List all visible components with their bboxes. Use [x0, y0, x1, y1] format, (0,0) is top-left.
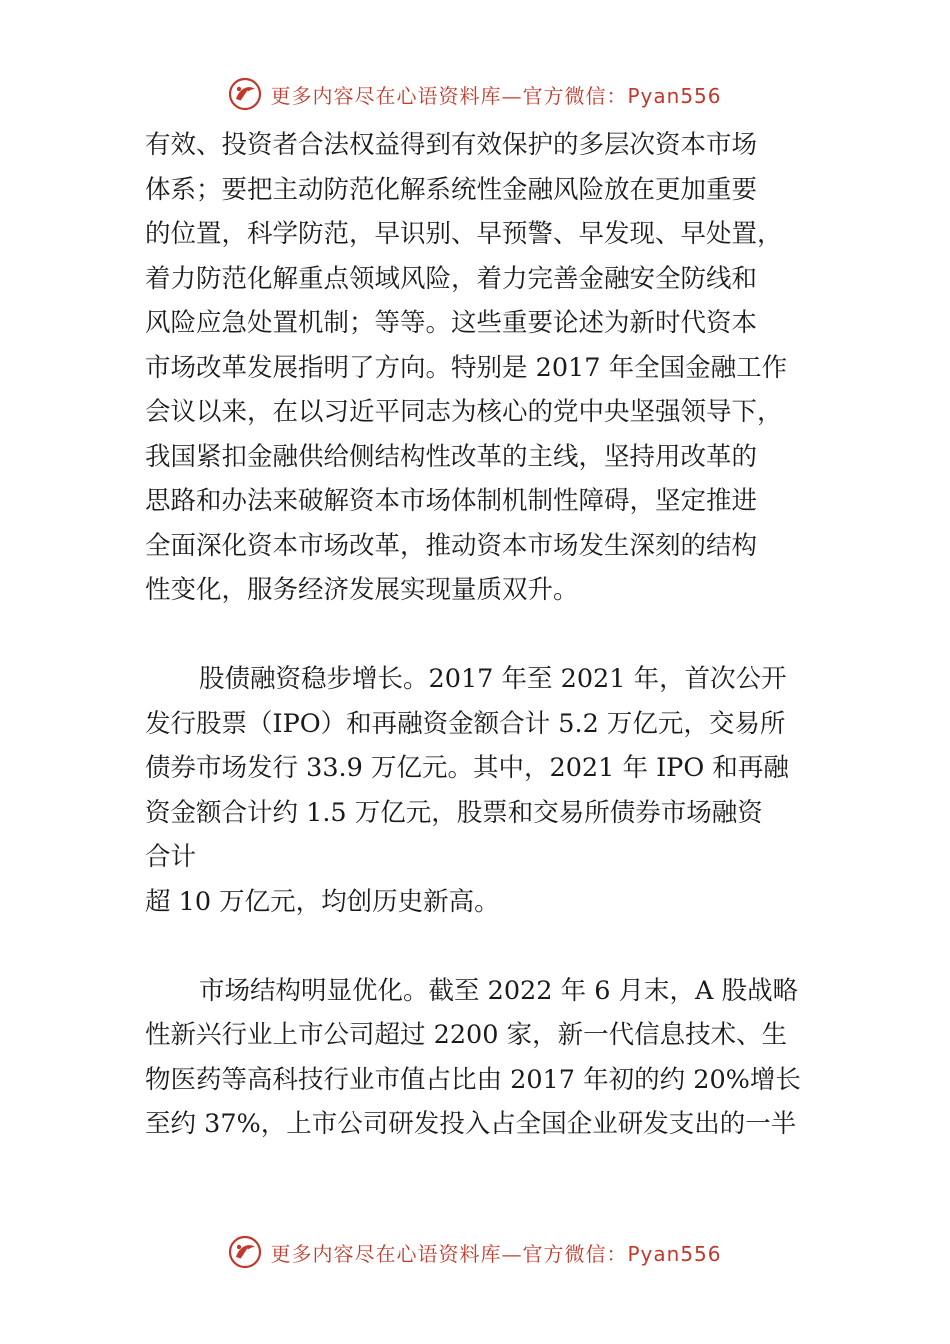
- text-line: 会议以来，在以习近平同志为核心的党中央坚强领导下，: [145, 397, 783, 427]
- text-line: 至约 37%，上市公司研发投入占全国企业研发支出的一半: [145, 1109, 797, 1139]
- text-line: 的位置，科学防范，早识别、早预警、早发现、早处置，: [145, 219, 783, 249]
- paragraph-1: [145, 123, 825, 613]
- watermark-text: [270, 80, 721, 109]
- text-line: 风险应急处置机制；等等。这些重要论述为新时代资本: [145, 308, 758, 338]
- watermark-wechat-label: 官方微信：: [522, 83, 628, 108]
- text-line: 债券市场发行 33.9 万亿元。其中，2021 年 IPO 和再融: [145, 753, 789, 783]
- text-line: 股债融资稳步增长。2017 年至 2021 年，首次公开: [199, 664, 787, 694]
- document-body: [145, 123, 825, 1147]
- text-line: 市场改革发展指明了方向。特别是 2017 年全国金融工作: [145, 352, 788, 383]
- text-line: 合计: [145, 842, 197, 872]
- text-line: 思路和办法来破解资本市场体制机制性障碍，坚定推进: [145, 486, 758, 516]
- text-line: 全面深化资本市场改革，推动资本市场发生深刻的结构: [145, 530, 758, 561]
- paragraph-2: [145, 657, 825, 924]
- watermark-wechat-label: 官方微信：: [522, 1241, 628, 1266]
- watermark-wechat-id: Pyan556: [627, 83, 722, 108]
- text-line: 发行股票（IPO）和再融资金额合计 5.2 万亿元，交易所: [145, 708, 786, 739]
- text-line: 着力防范化解重点领域风险，着力完善金融安全防线和: [145, 263, 758, 294]
- text-line: 市场结构明显优化。截至 2022 年 6 月末，A 股战略: [199, 975, 799, 1006]
- brand-logo-icon: [228, 1235, 262, 1269]
- text-line: 我国紧扣金融供给侧结构性改革的主线，坚持用改革的: [145, 441, 758, 472]
- header-watermark: [0, 70, 950, 118]
- watermark-dash: —: [501, 83, 523, 108]
- watermark-text: [270, 1238, 721, 1267]
- watermark-brand: 更多内容尽在心语资料库: [270, 83, 502, 108]
- paragraph-spacer: [145, 613, 825, 658]
- footer-watermark: [0, 1228, 950, 1276]
- text-line: 超 10 万亿元，均创历史新高。: [145, 886, 500, 917]
- watermark-dash: —: [501, 1241, 523, 1266]
- text-line: 物医药等高科技行业市值占比由 2017 年初的约 20%增长: [145, 1064, 801, 1095]
- text-line: 性变化，服务经济发展实现量质双升。: [145, 575, 579, 605]
- watermark-brand: 更多内容尽在心语资料库: [270, 1241, 502, 1266]
- watermark-wechat-id: Pyan556: [627, 1241, 722, 1266]
- paragraph-3: [145, 969, 825, 1147]
- text-line: 资金额合计约 1.5 万亿元，股票和交易所债券市场融资: [145, 797, 763, 828]
- text-line: 体系；要把主动防范化解系统性金融风险放在更加重要: [145, 174, 758, 205]
- text-line: 有效、投资者合法权益得到有效保护的多层次资本市场: [145, 130, 758, 160]
- paragraph-spacer: [145, 924, 825, 969]
- brand-logo-icon: [228, 77, 262, 111]
- text-line: 性新兴行业上市公司超过 2200 家，新一代信息技术、生: [145, 1020, 788, 1050]
